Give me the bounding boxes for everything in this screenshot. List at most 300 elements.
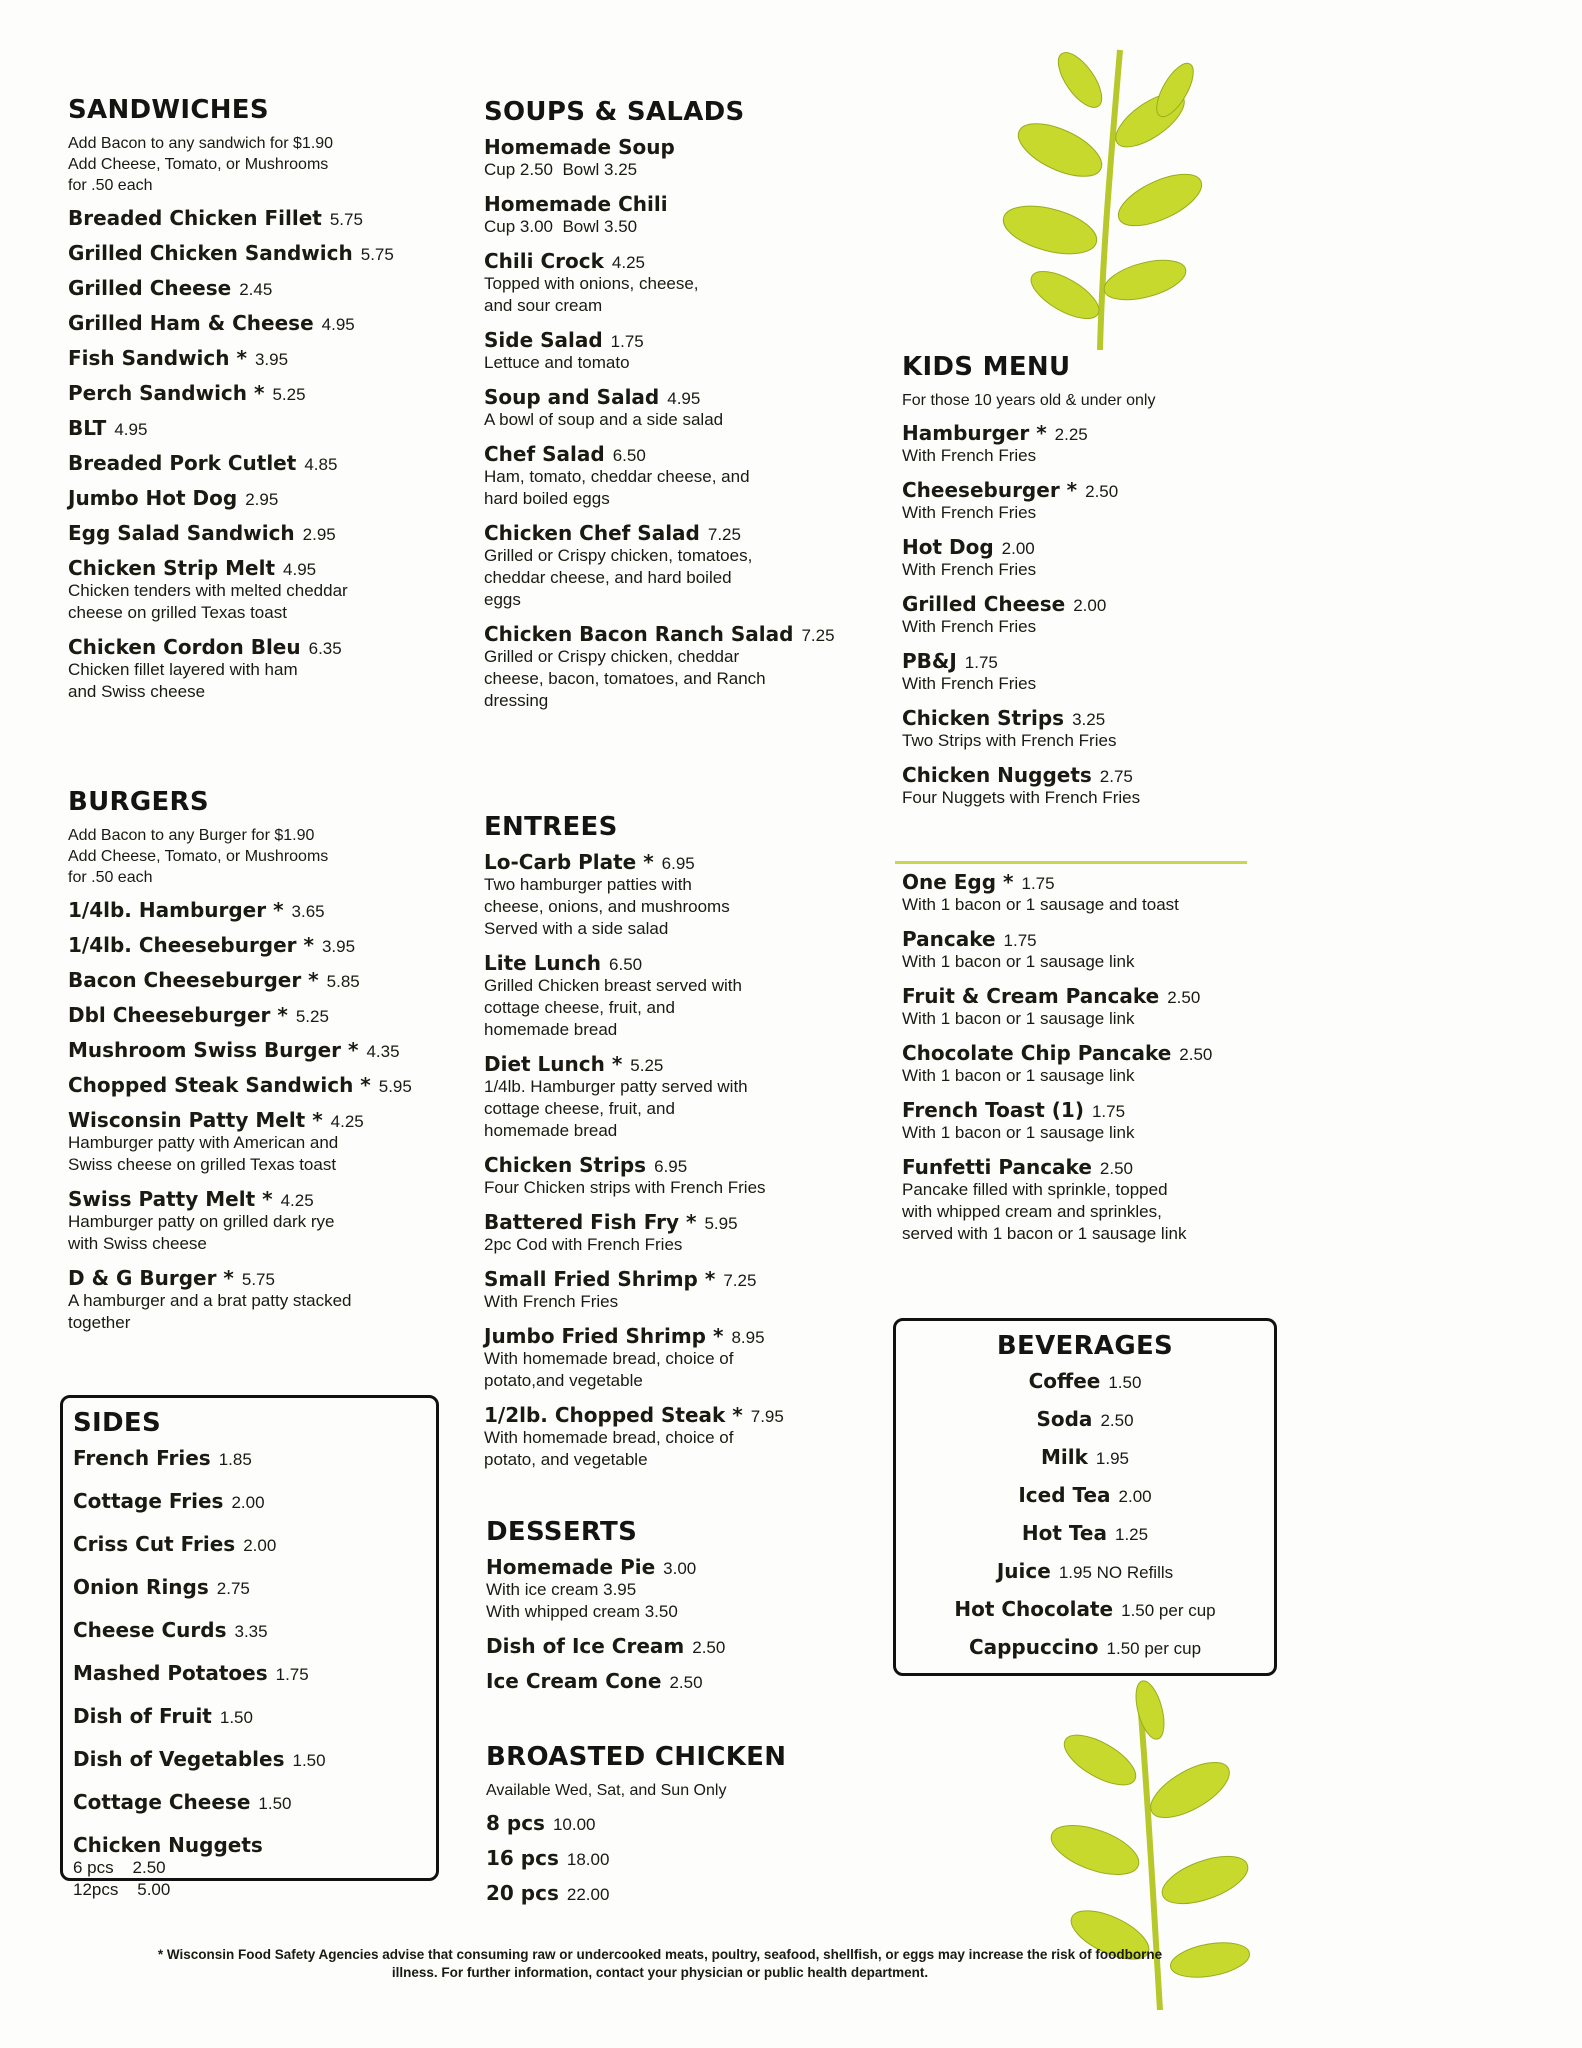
desserts-section — [486, 1517, 846, 1704]
item-description: With French Fries — [484, 1292, 619, 1311]
item-name: Grilled Cheese — [902, 592, 1066, 616]
item-name: Chicken Nuggets — [902, 763, 1092, 787]
note-line: Available Wed, Sat, and Sun Only — [486, 1782, 727, 1799]
menu-item — [68, 486, 448, 510]
item-name: Fruit & Cream Pancake — [902, 984, 1160, 1008]
item-description: Four Chicken strips with French Fries — [484, 1178, 766, 1197]
item-description: eggs — [484, 590, 521, 609]
item-name: Ice Cream Cone — [486, 1669, 662, 1693]
item-price: 5.75 — [329, 210, 363, 229]
item-price: 3.35 — [234, 1622, 268, 1641]
menu-item — [484, 951, 844, 1041]
item-price: 6.95 — [654, 1157, 688, 1176]
menu-item — [68, 206, 448, 230]
item-name: Perch Sandwich * — [68, 381, 265, 405]
menu-item — [484, 328, 844, 374]
item-name: 1/4lb. Cheeseburger * — [68, 933, 314, 957]
note-line: Add Bacon to any sandwich for $1.90 — [68, 135, 334, 152]
item-description: With whipped cream 3.50 — [486, 1602, 678, 1621]
sides-box — [60, 1395, 439, 1899]
menu-item — [486, 1669, 846, 1693]
item-name: Chicken Strip Melt — [68, 556, 276, 580]
item-description: cheese on grilled Texas toast — [68, 603, 287, 622]
item-description: Chicken fillet layered with ham — [68, 660, 298, 679]
item-name: Breaded Chicken Fillet — [68, 206, 322, 230]
menu-item — [68, 276, 448, 300]
item-name: Soup and Salad — [484, 385, 660, 409]
footnote-line-2: illness. For further information, contact your physician or public health department. — [391, 1965, 929, 1980]
item-name: Jumbo Hot Dog — [68, 486, 238, 510]
item-description: 2pc Cod with French Fries — [484, 1235, 683, 1254]
item-name: Chicken Chef Salad — [484, 521, 700, 545]
item-name: Hamburger * — [902, 421, 1047, 445]
item-price: 4.25 — [280, 1191, 314, 1210]
item-price: 2.50 — [1099, 1159, 1133, 1178]
item-price: 5.25 — [295, 1007, 329, 1026]
item-price: 4.25 — [611, 253, 645, 272]
item-name: Fish Sandwich * — [68, 346, 247, 370]
item-price: 1.50 — [219, 1708, 253, 1727]
item-price: 1.50 per cup — [1121, 1601, 1216, 1620]
item-price: 2.00 — [243, 1536, 277, 1555]
item-price: 5.75 — [241, 1270, 275, 1289]
note-line: for .50 each — [68, 177, 153, 194]
item-price: 3.95 — [254, 350, 289, 369]
food-safety-footnote — [60, 1946, 1260, 1982]
menu-item — [486, 1846, 846, 1870]
menu-item — [484, 442, 844, 510]
item-price: 2.75 — [216, 1579, 250, 1598]
menu-item — [484, 1052, 844, 1142]
item-description: hard boiled eggs — [484, 489, 610, 508]
item-name: Cottage Cheese — [73, 1790, 251, 1814]
menu-item — [68, 1038, 448, 1062]
menu-item — [68, 968, 448, 992]
item-description: A bowl of soup and a side salad — [484, 410, 724, 429]
menu-item — [896, 1635, 1274, 1659]
item-price: 1.75 — [610, 332, 644, 351]
item-name: Dish of Ice Cream — [486, 1634, 685, 1658]
item-description: Two Strips with French Fries — [902, 731, 1117, 750]
item-description: Cup 2.50 Bowl 3.25 — [484, 160, 638, 179]
sandwiches-title: SANDWICHES — [68, 95, 269, 125]
menu-item — [68, 1073, 448, 1097]
broasted-note — [486, 1780, 846, 1801]
entrees-title: ENTREES — [484, 812, 618, 842]
item-name: 1/4lb. Hamburger * — [68, 898, 284, 922]
item-price: 1.50 — [258, 1794, 292, 1813]
item-name: Hot Tea — [1021, 1521, 1107, 1545]
item-name: Jumbo Fried Shrimp * — [484, 1324, 724, 1348]
item-description: Cup 3.00 Bowl 3.50 — [484, 217, 638, 236]
note-line: for .50 each — [68, 869, 153, 886]
item-description: With French Fries — [902, 446, 1037, 465]
item-name: Iced Tea — [1018, 1483, 1111, 1507]
item-price: 2.00 — [1001, 539, 1035, 558]
item-name: Cottage Fries — [73, 1489, 224, 1513]
menu-item — [68, 898, 448, 922]
item-description: Four Nuggets with French Fries — [902, 788, 1141, 807]
item-name: Cheeseburger * — [902, 478, 1078, 502]
menu-item — [486, 1634, 846, 1658]
item-price: 1.95 — [1095, 1449, 1129, 1468]
item-price: 4.85 — [304, 455, 338, 474]
menu-item — [68, 635, 448, 703]
item-price: 2.50 — [692, 1638, 726, 1657]
item-description: With French Fries — [902, 674, 1037, 693]
item-name: Onion Rings — [73, 1575, 209, 1599]
item-name: Pancake — [902, 927, 996, 951]
item-name: Homemade Soup — [484, 135, 675, 159]
item-price: 5.85 — [326, 972, 360, 991]
item-name: Swiss Patty Melt * — [68, 1187, 273, 1211]
item-description: with Swiss cheese — [68, 1234, 207, 1253]
item-price: 5.95 — [378, 1077, 412, 1096]
menu-item — [73, 1747, 423, 1771]
item-description: With 1 bacon or 1 sausage link — [902, 1009, 1135, 1028]
menu-item — [902, 706, 1262, 752]
item-name: Criss Cut Fries — [73, 1532, 236, 1556]
item-name: French Fries — [73, 1446, 211, 1470]
item-description: Grilled or Crispy chicken, tomatoes, — [484, 546, 753, 565]
burgers-note — [68, 825, 448, 888]
menu-item — [68, 311, 448, 335]
menu-item — [902, 1155, 1262, 1245]
item-name: Juice — [996, 1559, 1051, 1583]
item-price: 6.35 — [308, 639, 342, 658]
menu-item — [902, 421, 1262, 467]
note-line: For those 10 years old & under only — [902, 392, 1156, 409]
item-price: 1.50 — [1108, 1373, 1142, 1392]
menu-item — [73, 1618, 423, 1642]
item-name: Homemade Chili — [484, 192, 668, 216]
item-price: 2.95 — [302, 525, 336, 544]
item-name: Diet Lunch * — [484, 1052, 623, 1076]
menu-item — [902, 1041, 1262, 1087]
menu-item — [73, 1704, 423, 1728]
item-price: 5.95 — [704, 1214, 738, 1233]
item-price: 10.00 — [552, 1815, 596, 1834]
item-name: 1/2lb. Chopped Steak * — [484, 1403, 743, 1427]
item-price: 1.75 — [1091, 1102, 1126, 1121]
item-price: 2.00 — [231, 1493, 265, 1512]
menu-item — [68, 521, 448, 545]
item-description: together — [68, 1313, 131, 1332]
menu-item — [68, 1266, 448, 1334]
item-price: 1.75 — [275, 1665, 309, 1684]
item-description: Pancake filled with sprinkle, topped — [902, 1180, 1168, 1199]
menu-item — [902, 927, 1262, 973]
soups-title: SOUPS & SALADS — [484, 97, 745, 127]
menu-item — [68, 381, 448, 405]
item-price: 2.25 — [1054, 425, 1088, 444]
item-description: With 1 bacon or 1 sausage link — [902, 1066, 1135, 1085]
item-description: with whipped cream and sprinkles, — [902, 1202, 1162, 1221]
item-name: Mushroom Swiss Burger * — [68, 1038, 359, 1062]
menu-item — [484, 192, 844, 238]
entrees-section — [484, 812, 844, 1482]
item-description: With French Fries — [902, 617, 1037, 636]
item-description: Hamburger patty on grilled dark rye — [68, 1212, 335, 1231]
item-description: Chicken tenders with melted cheddar — [68, 581, 348, 600]
menu-item — [68, 1003, 448, 1027]
item-name: Chicken Strips — [902, 706, 1065, 730]
menu-item — [484, 249, 844, 317]
item-name: Lo-Carb Plate * — [484, 850, 654, 874]
item-price: 1.75 — [1021, 874, 1055, 893]
item-name: BLT — [68, 416, 107, 440]
item-name: Battered Fish Fry * — [484, 1210, 697, 1234]
item-name: Chili Crock — [484, 249, 604, 273]
item-price: 4.35 — [366, 1042, 400, 1061]
item-price: 2.45 — [239, 280, 273, 299]
leafy-branch-icon — [990, 30, 1220, 350]
item-price: 3.25 — [1072, 710, 1106, 729]
item-name: Chicken Bacon Ranch Salad — [484, 622, 794, 646]
item-name: Chef Salad — [484, 442, 605, 466]
item-name: Chicken Cordon Bleu — [68, 635, 301, 659]
item-name: Chocolate Chip Pancake — [902, 1041, 1172, 1065]
item-description: 12pcs 5.00 — [73, 1880, 171, 1899]
soups-section — [484, 97, 844, 723]
item-name: Bacon Cheeseburger * — [68, 968, 319, 992]
item-description: Grilled or Crispy chicken, cheddar — [484, 647, 740, 666]
menu-item — [902, 592, 1262, 638]
item-price: 3.65 — [291, 902, 325, 921]
item-price: 8.95 — [731, 1328, 765, 1347]
item-name: One Egg * — [902, 870, 1014, 894]
sandwiches-note — [68, 133, 448, 196]
item-description: cheese, onions, and mushrooms — [484, 897, 730, 916]
item-price: 2.50 — [669, 1673, 703, 1692]
menu-item — [73, 1833, 423, 1901]
item-name: Cheese Curds — [73, 1618, 227, 1642]
menu-item — [68, 416, 448, 440]
item-price: 4.95 — [283, 560, 317, 579]
item-description: served with 1 bacon or 1 sausage link — [902, 1224, 1187, 1243]
item-description: A hamburger and a brat patty stacked — [68, 1291, 352, 1310]
beverages-section — [896, 1331, 1274, 1673]
item-description: homemade bread — [484, 1020, 618, 1039]
item-price: 3.95 — [321, 937, 356, 956]
item-description: Topped with onions, cheese, — [484, 274, 699, 293]
sides-section — [73, 1408, 423, 1920]
menu-item — [486, 1811, 846, 1835]
item-description: Two hamburger patties with — [484, 875, 692, 894]
item-name: Dish of Vegetables — [73, 1747, 285, 1771]
item-price: 5.25 — [272, 385, 306, 404]
item-description: Swiss cheese on grilled Texas toast — [68, 1155, 337, 1174]
item-description: With 1 bacon or 1 sausage and toast — [902, 895, 1179, 914]
menu-item — [902, 870, 1262, 916]
menu-item — [896, 1407, 1274, 1431]
menu-item — [484, 521, 844, 611]
item-name: Hot Dog — [902, 535, 994, 559]
item-price: 5.75 — [360, 245, 394, 264]
item-name: Coffee — [1028, 1369, 1101, 1393]
menu-item — [68, 1187, 448, 1255]
item-name: Dish of Fruit — [73, 1704, 212, 1728]
item-price: 7.95 — [750, 1407, 784, 1426]
menu-item — [902, 649, 1262, 695]
menu-item — [896, 1445, 1274, 1469]
menu-item — [484, 1153, 844, 1199]
menu-item — [484, 135, 844, 181]
menu-item — [73, 1790, 423, 1814]
item-price: 2.50 — [1085, 482, 1119, 501]
item-description: homemade bread — [484, 1121, 618, 1140]
item-price: 22.00 — [566, 1885, 610, 1904]
menu-item — [484, 1403, 844, 1471]
beverages-title: BEVERAGES — [996, 1331, 1174, 1361]
menu-item — [896, 1483, 1274, 1507]
item-description: cottage cheese, fruit, and — [484, 998, 675, 1017]
menu-item — [902, 478, 1262, 524]
item-price: 2.50 — [1179, 1045, 1213, 1064]
item-price: 4.25 — [330, 1112, 364, 1131]
item-price: 2.00 — [1118, 1487, 1152, 1506]
item-price: 1.50 per cup — [1106, 1639, 1202, 1658]
item-description: 6 pcs 2.50 — [73, 1858, 166, 1877]
item-name: PB&J — [902, 649, 957, 673]
item-name: Chopped Steak Sandwich * — [68, 1073, 371, 1097]
item-name: Cappuccino — [968, 1635, 1099, 1659]
menu-item — [68, 933, 448, 957]
item-price: 6.50 — [609, 955, 643, 974]
item-name: Wisconsin Patty Melt * — [68, 1108, 323, 1132]
item-name: Dbl Cheeseburger * — [68, 1003, 288, 1027]
item-description: cheddar cheese, and hard boiled — [484, 568, 732, 587]
item-price: 2.00 — [1073, 596, 1107, 615]
item-description: potato,and vegetable — [484, 1371, 643, 1390]
menu-item — [73, 1532, 423, 1556]
kids-title: KIDS MENU — [902, 352, 1071, 382]
menu-item — [486, 1881, 846, 1905]
item-price: 1.75 — [1003, 931, 1037, 950]
item-description: Served with a side salad — [484, 919, 669, 938]
item-name: Egg Salad Sandwich — [68, 521, 295, 545]
item-description: With 1 bacon or 1 sausage link — [902, 952, 1135, 971]
item-name: 16 pcs — [486, 1846, 559, 1870]
item-price: 4.95 — [667, 389, 701, 408]
item-price: 7.25 — [801, 626, 835, 645]
note-line: Add Cheese, Tomato, or Mushrooms — [68, 156, 329, 173]
item-name: Soda — [1036, 1407, 1093, 1431]
item-name: Lite Lunch — [484, 951, 602, 975]
item-name: 8 pcs — [486, 1811, 545, 1835]
menu-item — [896, 1521, 1274, 1545]
menu-item — [68, 1108, 448, 1176]
menu-item — [484, 1267, 844, 1313]
menu-item — [68, 346, 448, 370]
item-price: 2.50 — [1167, 988, 1201, 1007]
divider-rule — [895, 861, 1247, 864]
kids-note — [902, 390, 1262, 411]
menu-item — [896, 1369, 1274, 1393]
note-line: Add Bacon to any Burger for $1.90 — [68, 827, 315, 844]
desserts-title: DESSERTS — [486, 1517, 638, 1547]
menu-item — [73, 1489, 423, 1513]
item-description: Ham, tomato, cheddar cheese, and — [484, 467, 750, 486]
item-name: Milk — [1040, 1445, 1088, 1469]
item-name: D & G Burger * — [68, 1266, 234, 1290]
beverages-box — [893, 1318, 1277, 1676]
item-name: French Toast (1) — [902, 1098, 1084, 1122]
menu-item — [902, 984, 1262, 1030]
menu-item — [902, 535, 1262, 581]
menu-item — [68, 241, 448, 265]
item-description: potato, and vegetable — [484, 1450, 648, 1469]
footnote-line-1: * Wisconsin Food Safety Agencies advise that consuming raw or undercooked meats, poultry, seafood, shellfish, or eggs may increase the risk of foodborne — [157, 1947, 1163, 1962]
item-description: Grilled Chicken breast served with — [484, 976, 742, 995]
menu-item — [484, 622, 844, 712]
menu-item — [73, 1575, 423, 1599]
item-price: 3.00 — [663, 1559, 697, 1578]
item-price: 7.25 — [723, 1271, 757, 1290]
menu-item — [484, 385, 844, 431]
item-description: Lettuce and tomato — [484, 353, 630, 372]
menu-item — [484, 850, 844, 940]
item-name: Mashed Potatoes — [73, 1661, 268, 1685]
item-price: 5.25 — [630, 1056, 664, 1075]
menu-item — [68, 556, 448, 624]
item-description: cheese, bacon, tomatoes, and Ranch — [484, 669, 766, 688]
item-price: 1.95 NO Refills — [1058, 1563, 1174, 1582]
item-price: 6.95 — [661, 854, 695, 873]
item-price: 6.50 — [612, 446, 646, 465]
item-price: 4.95 — [321, 315, 355, 334]
kids-section — [902, 352, 1262, 820]
item-price: 1.25 — [1114, 1525, 1149, 1544]
menu-item — [902, 763, 1262, 809]
note-line: Add Cheese, Tomato, or Mushrooms — [68, 848, 329, 865]
item-description: 1/4lb. Hamburger patty served with — [484, 1077, 748, 1096]
item-name: Hot Chocolate — [954, 1597, 1114, 1621]
burgers-section — [68, 787, 448, 1345]
menu-item — [73, 1661, 423, 1685]
item-description: With homemade bread, choice of — [484, 1349, 734, 1368]
item-description: Hamburger patty with American and — [68, 1133, 339, 1152]
breakfast-section — [902, 870, 1262, 1256]
menu-item — [484, 1324, 844, 1392]
menu-item — [68, 451, 448, 475]
item-description: With French Fries — [902, 560, 1037, 579]
broasted-title: BROASTED CHICKEN — [486, 1742, 787, 1772]
item-name: Grilled Chicken Sandwich — [68, 241, 353, 265]
menu-item — [902, 1098, 1262, 1144]
item-name: Small Fried Shrimp * — [484, 1267, 716, 1291]
item-name: Breaded Pork Cutlet — [68, 451, 297, 475]
item-description: With 1 bacon or 1 sausage link — [902, 1123, 1135, 1142]
menu-item — [484, 1210, 844, 1256]
item-description: With homemade bread, choice of — [484, 1428, 734, 1447]
menu-item — [896, 1597, 1274, 1621]
item-name: 20 pcs — [486, 1881, 559, 1905]
burgers-title: BURGERS — [68, 787, 209, 817]
item-price: 18.00 — [566, 1850, 610, 1869]
item-price: 4.95 — [114, 420, 148, 439]
item-description: With ice cream 3.95 — [486, 1580, 637, 1599]
item-price: 7.25 — [707, 525, 741, 544]
sides-title: SIDES — [73, 1408, 161, 1438]
item-description: dressing — [484, 691, 549, 710]
item-price: 2.95 — [245, 490, 279, 509]
item-price: 1.75 — [964, 653, 998, 672]
broasted-section — [486, 1742, 846, 1916]
item-name: Chicken Strips — [484, 1153, 647, 1177]
item-name: Homemade Pie — [486, 1555, 656, 1579]
item-price: 1.50 — [292, 1751, 326, 1770]
